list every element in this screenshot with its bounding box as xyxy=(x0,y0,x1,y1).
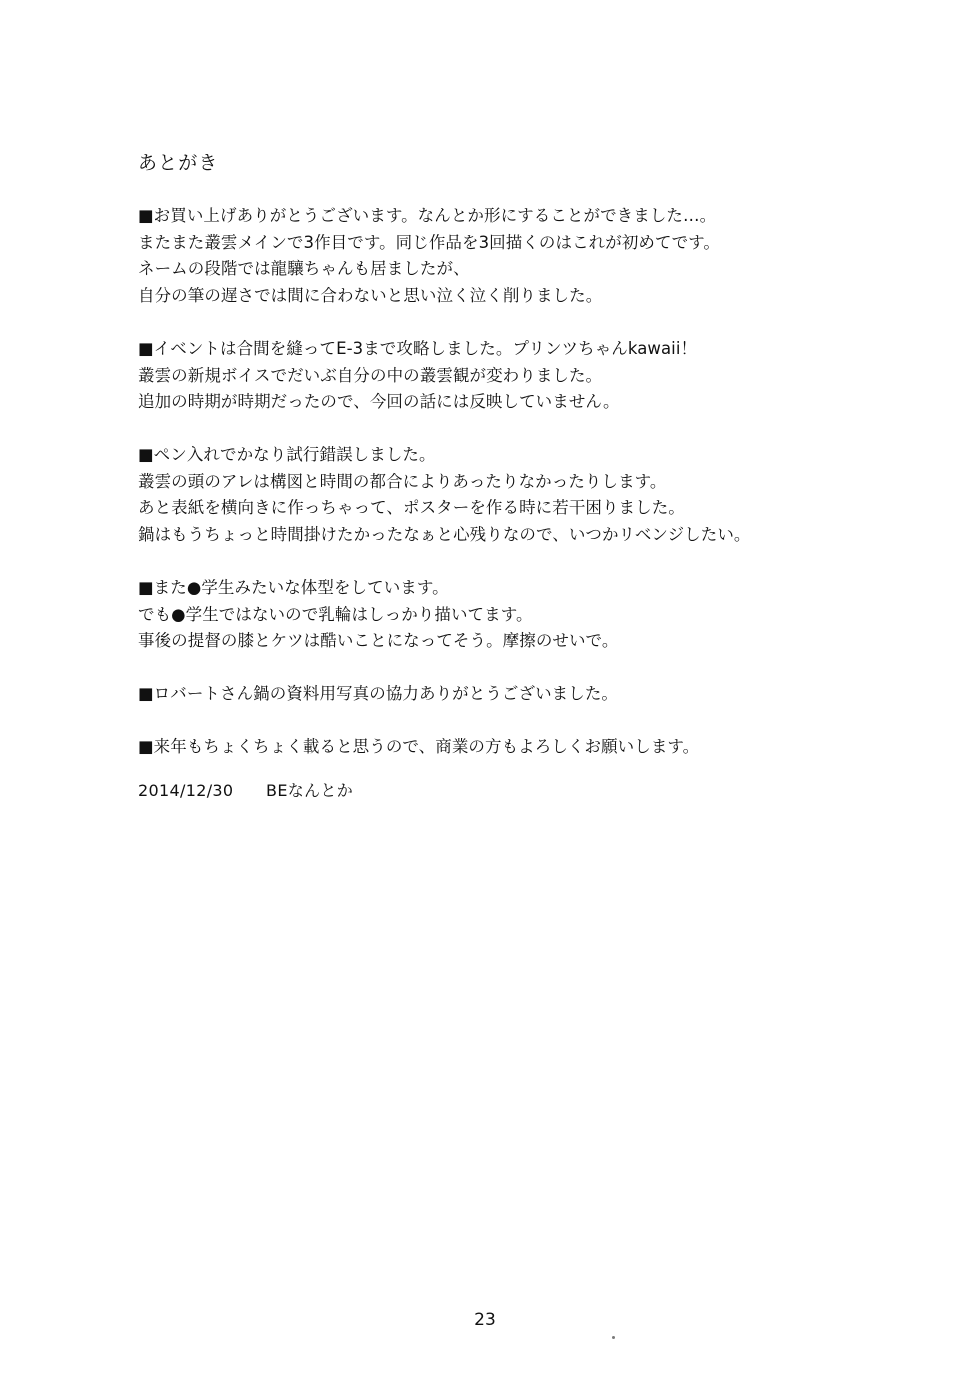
text-line: 鍋はもうちょっと時間掛けたかったなぁと心残りなので、いつかリベンジしたい。 xyxy=(138,525,751,545)
text-line: ネームの段階では龍驤ちゃんも居ましたが、 xyxy=(138,259,470,279)
page-title: あとがき xyxy=(138,152,219,174)
paragraph-2 xyxy=(138,336,838,416)
page-number: 23 xyxy=(474,1310,496,1330)
text-line: あと表紙を横向きに作っちゃって、ポスターを作る時に若干困りました。 xyxy=(138,498,685,518)
paragraph-1 xyxy=(138,203,838,310)
signature: 2014/12/30 BEなんとか xyxy=(138,781,354,800)
text-line: 叢雲の新規ボイスでだいぶ自分の中の叢雲観が変わりました。 xyxy=(138,365,603,385)
text-line: 叢雲の頭のアレは構図と時間の都合によりあったりなかったりします。 xyxy=(138,471,667,491)
text-line: ■ロバートさん鍋の資料用写真の協力ありがとうございました。 xyxy=(138,684,618,704)
paragraph-6 xyxy=(138,734,838,761)
text-line: またまた叢雲メインで3作目です。同じ作品を3回描くのはこれが初めてです。 xyxy=(138,232,720,252)
text-line: ■お買い上げありがとうございます。なんとか形にすることができました…。 xyxy=(138,206,717,225)
text-line: ■イベントは合間を縫ってE-3まで攻略しました。プリンツちゃんkawaii！ xyxy=(138,338,698,358)
text-line: でも●学生ではないので乳輪はしっかり描いてます。 xyxy=(138,604,533,624)
paragraph-5 xyxy=(138,681,838,708)
text-line: 事後の提督の膝とケツは酷いことになってそう。摩擦のせいで。 xyxy=(138,631,619,651)
printer-dot-mark xyxy=(612,1336,615,1339)
text-line: ■また●学生みたいな体型をしています。 xyxy=(138,577,449,597)
afterword-section xyxy=(138,148,838,761)
paragraph-4 xyxy=(138,575,838,655)
text-line: 自分の筆の遅さでは間に合わないと思い泣く泣く削りました。 xyxy=(138,286,603,306)
text-line: 追加の時期が時期だったので、今回の話には反映していません。 xyxy=(138,392,620,412)
paragraph-3 xyxy=(138,442,838,549)
text-line: ■ペン入れでかなり試行錯誤しました。 xyxy=(138,445,436,465)
text-line: ■来年もちょくちょく載ると思うので、商業の方もよろしくお願いします。 xyxy=(138,736,700,756)
